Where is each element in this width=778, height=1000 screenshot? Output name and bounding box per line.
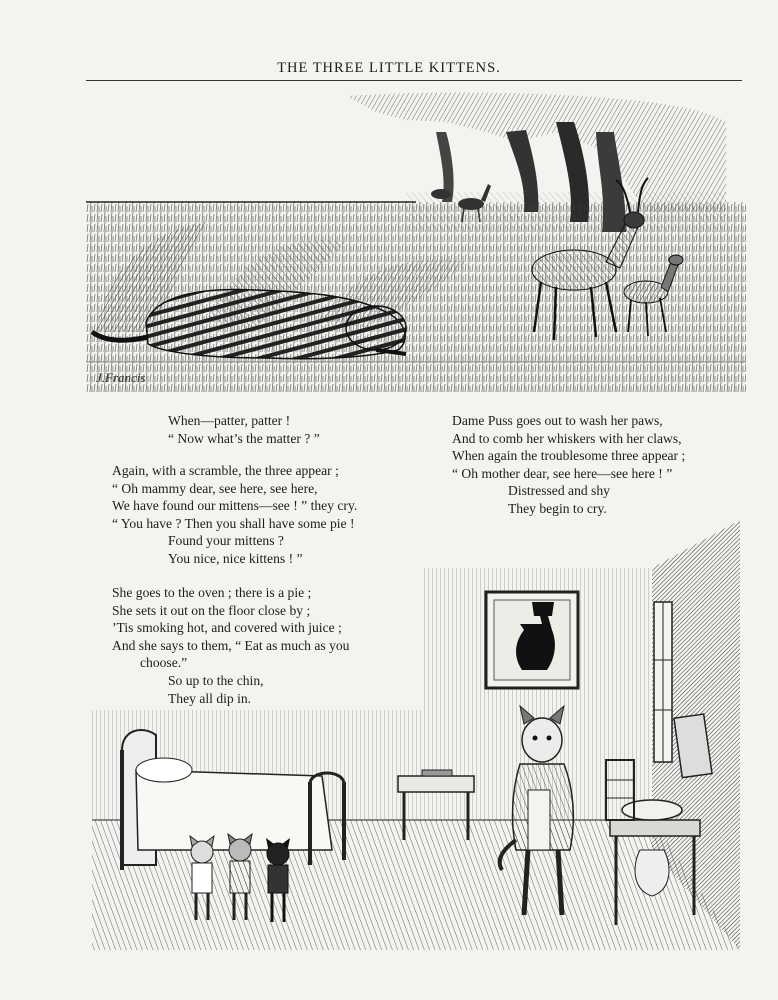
- running-head: THE THREE LITTLE KITTENS.: [277, 60, 501, 76]
- verse-line: Distressed and shy: [508, 483, 610, 499]
- verse-line: You nice, nice kittens ! ”: [168, 550, 303, 566]
- verse-right: [452, 412, 685, 518]
- verse-line: When—patter, patter !: [168, 413, 291, 428]
- verse-line: When again the troublesome three appear ;: [452, 448, 686, 464]
- room-kittens-illustration: [92, 520, 744, 950]
- verse-line: So up to the chin,: [168, 672, 264, 688]
- verse-line: Dame Puss goes out to wash her paws,: [452, 413, 663, 428]
- verse-line: She sets it out on the floor close by ;: [112, 602, 311, 618]
- silhouette-portrait: [486, 592, 578, 688]
- tiger-antelope-illustration: [86, 92, 746, 392]
- verse-line: And she says to them, “ Eat as much as you: [112, 637, 350, 653]
- verse-line: “ Oh mother dear, see here—see here ! ”: [452, 465, 673, 481]
- verse-line: They all dip in.: [168, 690, 252, 706]
- verse-line: choose.”: [140, 655, 188, 671]
- verse-line: Again, with a scramble, the three appear ;: [112, 463, 339, 478]
- header-rule: [86, 80, 742, 81]
- verse-left-a: [140, 412, 320, 447]
- verse-line: ’Tis smoking hot, and covered with juice ;: [112, 620, 342, 636]
- verse-line: “ Now what’s the matter ? ”: [168, 430, 320, 446]
- artist-signature: J.Francis: [96, 370, 146, 385]
- verse-line: And to comb her whiskers with her claws,: [452, 430, 682, 446]
- verse-line: “ Oh mammy dear, see here, see here,: [112, 480, 318, 496]
- verse-line: We have found our mittens—see ! ” they cry.: [112, 498, 358, 514]
- verse-line: “ You have ? Then you shall have some pie !: [112, 515, 355, 531]
- verse-line: They begin to cry.: [508, 500, 607, 516]
- verse-line: She goes to the oven ; there is a pie ;: [112, 585, 312, 600]
- verse-line: Found your mittens ?: [168, 533, 284, 549]
